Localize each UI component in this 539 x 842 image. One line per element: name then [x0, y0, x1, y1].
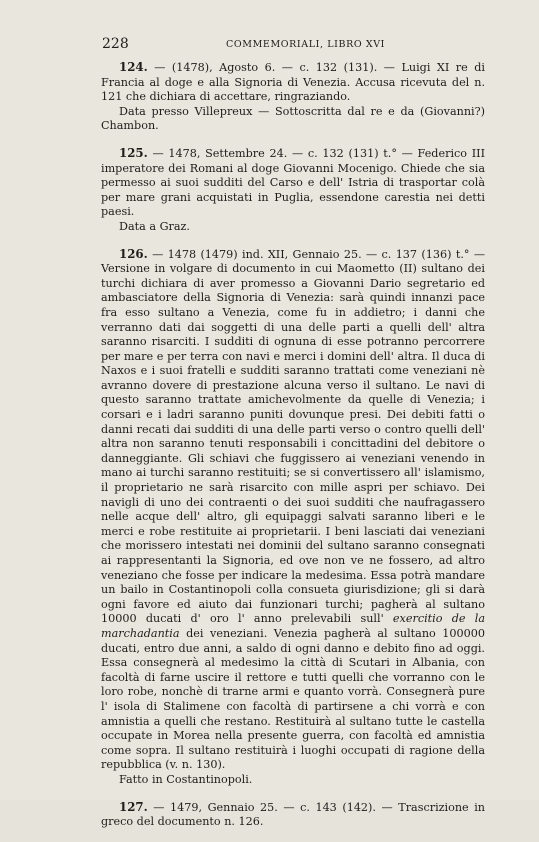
entry-paragraph — [101, 800, 485, 830]
entry-text: — (1478), Agosto 6. — c. 132 (131). — Luigi XI re di Francia al doge e alla Signoria di Venezia. Accusa ricevuta del n. 121 che dichiara di accettare, ringraziando. — [101, 61, 485, 104]
entry-125 — [101, 146, 485, 235]
entry-number: 125. — [119, 145, 148, 160]
entry-note: Data presso Villepreux — Sottoscritta dal re e da (Giovanni?) Chambon. — [101, 104, 485, 133]
document-body — [101, 60, 485, 842]
page-header — [86, 36, 486, 54]
entry-paragraph — [101, 146, 485, 220]
entry-127 — [101, 800, 485, 830]
entry-124 — [101, 60, 485, 134]
entry-number: 126. — [119, 246, 148, 261]
entry-text: — 1478, Settembre 24. — c. 132 (131) t.° — Federico III imperatore dei Romani al doge Giovanni Mocenigo. Chiede che sia permesso ai suoi sudditi del Carso e dell' Istria di trasportar colà per mare grani acquistati in Puglia, essendone carestia nei detti paesi. — [101, 146, 485, 219]
entry-number: 124. — [119, 60, 148, 74]
entry-italic-quote: exercitio de la marchadantia — [101, 612, 486, 640]
entry-text: — 1478 (1479) ind. XII, Gennaio 25. — c. 137 (136) t.° — Versione in volgare di documento in cui Maometto (II) sultano dei turchi dichiara di aver promesso a Giovanni Dario segretario ed ambasciatore della Signoria di Venezia: sarà quindi innanzi pace fra esso sultano a Venezia, come fu in addietro; i danni che verranno dati dai soggetti di una delle parti a quelli dell' altra saranno risarciti. I sudditi di ognuna di esse potranno percorrere per mare e per terra con navi e merci i domini dell' altra. Il duca di Naxos e i suoi fratelli e sudditi saranno trattati come veneziani nè avranno dovere di prestazione alcuna verso il sultano. Le navi di questo saranno trattate amichevolmente da quelle di Venezia; i corsari e i ladri saranno puniti dovunque presi. Dei debiti fatti o danni recati dai sudditi di una delle parti verso o contro quelli dell' altra non saranno tenuti responsabili i concittadini del debitore o danneggiante. Gli schiavi che fuggissero ai veneziani venendo in mano ai turchi saranno restituiti; se si convertissero all' islamismo, il proprietario ne sarà risarcito con mille aspri per schiavo. Dei navigli di uno dei contraenti o dei suoi sudditi che naufragassero nelle acque dell' altro, gli equipaggi salvati saranno liberi e le merci e robe restituite ai proprietarii. I beni lasciati dai veneziani che morissero intestati nei dominii del sultano saranno consegnati ai rappresentanti la Signoria, ed ove non ve ne fossero, ad altro veneziano che fosse per indicare la medesima. Essa potrà mandare un bailo in Costantinopoli colla consueta giurisdizione; gli si darà ogni favore ed aiuto dai funzionari turchi; pagherà al sultano 10000 ducati d' oro l' anno prelevabili sull' — [101, 247, 486, 626]
entry-note: Fatto in Costantinopoli. — [119, 772, 253, 786]
running-title: COMMEMORIALI, LIBRO XVI — [226, 39, 386, 50]
entry-126 — [101, 247, 485, 788]
entry-number: 127. — [119, 799, 148, 814]
page-number: 228 — [102, 36, 129, 52]
entry-note: Data a Graz. — [119, 219, 190, 233]
entry-paragraph — [101, 60, 485, 105]
entry-text: — 1479, Gennaio 25. — c. 143 (142). — Trascrizione in greco del documento n. 126. — [101, 800, 485, 829]
entry-paragraph — [101, 247, 485, 773]
entry-text-continued: dei veneziani. Venezia pagherà al sultano 100000 ducati, entro due anni, a saldo di ogni danno e debito fino ad oggi. Essa consegnerà al medesimo la città di Scutari in Albania, con facoltà di farne uscire il rettore e tutti quelli che vorranno con le loro robe, nonchè di trarne armi e quanto vorrà. Consegnerà pure l' isola di Stalimene con facoltà di partirsene a chi vorrà e con amnistia a quelli che restano. Restituirà al sultano tutte le castella occupate in Morea nella presente guerra, con facoltà ed amnistia come sopra. Il sultano restituirà i luoghi occupati di ragione della repubblica (v. n. 130). — [101, 626, 485, 772]
